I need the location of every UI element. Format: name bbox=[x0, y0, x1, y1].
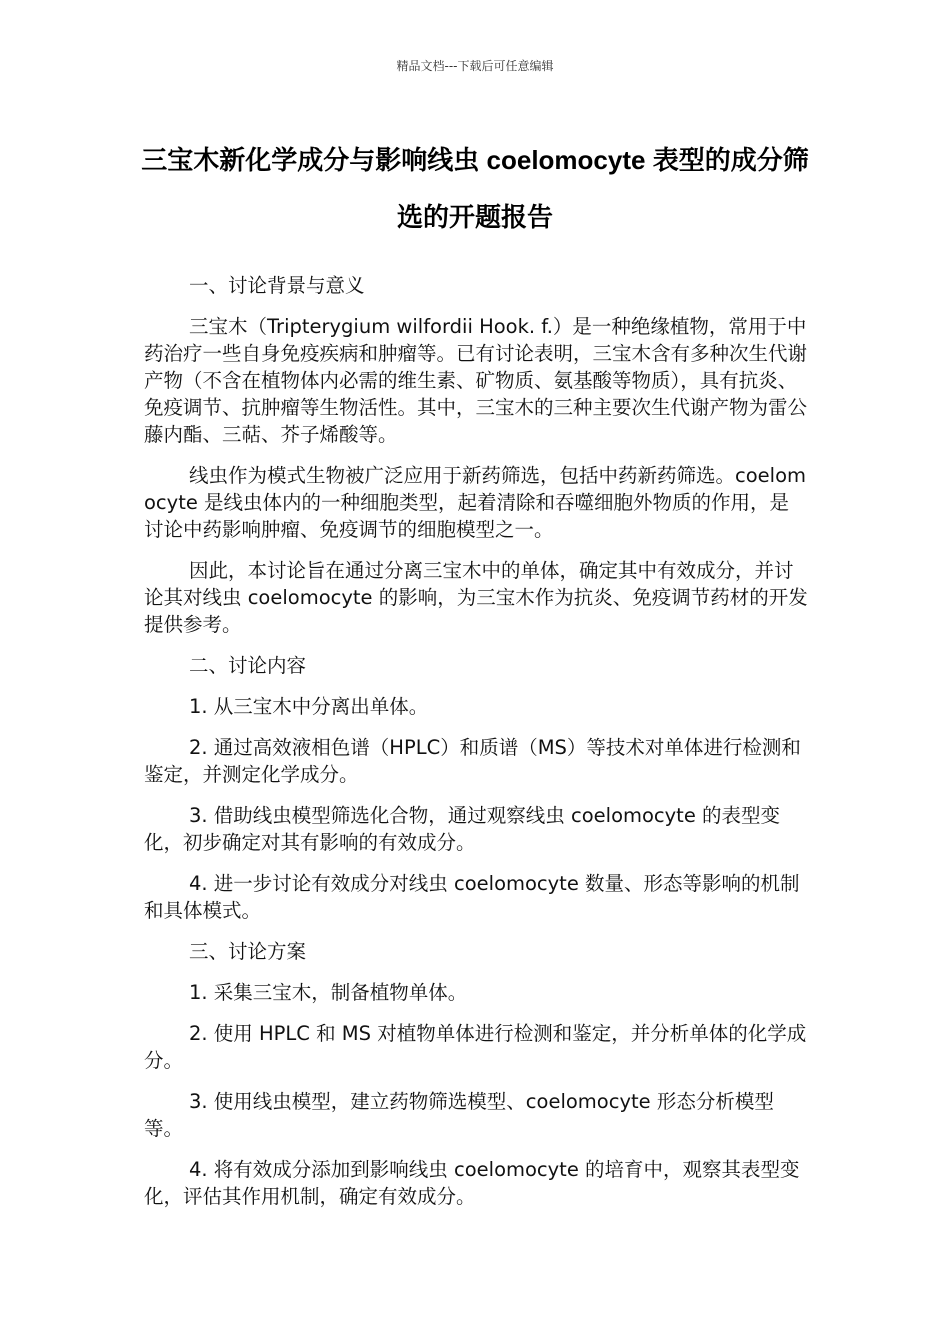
document-title: 三宝木新化学成分与影响线虫 coelomocyte 表型的成分筛选的开题报告 bbox=[141, 145, 809, 232]
list-item: 2. 使用 HPLC 和 MS 对植物单体进行检测和鉴定，并分析单体的化学成分。 bbox=[144, 1022, 807, 1072]
list-item: 4. 进一步讨论有效成分对线虫 coelomocyte 数量、形态等影响的机制和具体模式。 bbox=[144, 872, 800, 922]
list-item: 1. 采集三宝木，制备植物单体。 bbox=[189, 981, 468, 1004]
list-item: 3. 借助线虫模型筛选化合物，通过观察线虫 coelomocyte 的表型变化，初步确定对其有影响的有效成分。 bbox=[144, 804, 781, 854]
section-heading-plan: 三、讨论方案 bbox=[189, 940, 307, 963]
paragraph: 因此，本讨论旨在通过分离三宝木中的单体，确定其中有效成分，并讨论其对线虫 coelomocyte 的影响，为三宝木作为抗炎、免疫调节药材的开发提供参考。 bbox=[144, 559, 808, 636]
section-heading-content: 二、讨论内容 bbox=[189, 654, 307, 677]
header-note: 精品文档---下载后可任意编辑 bbox=[396, 59, 554, 73]
list-item: 1. 从三宝木中分离出单体。 bbox=[189, 695, 429, 718]
section-heading-background: 一、讨论背景与意义 bbox=[189, 274, 365, 297]
paragraph: 线虫作为模式生物被广泛应用于新药筛选，包括中药新药筛选。coelomocyte 是线虫体内的一种细胞类型，起着清除和吞噬细胞外物质的作用，是讨论中药影响肿瘤、免疫调节的细胞模型之一。 bbox=[144, 464, 806, 541]
list-item: 3. 使用线虫模型，建立药物筛选模型、coelomocyte 形态分析模型等。 bbox=[144, 1090, 774, 1140]
document-body bbox=[144, 272, 808, 1224]
list-item: 4. 将有效成分添加到影响线虫 coelomocyte 的培育中，观察其表型变化，评估其作用机制，确定有效成分。 bbox=[144, 1158, 800, 1208]
list-item: 2. 通过高效液相色谱（HPLC）和质谱（MS）等技术对单体进行检测和鉴定，并测定化学成分。 bbox=[144, 736, 801, 786]
paragraph: 三宝木（Tripterygium wilfordii Hook. f.）是一种绝缘植物，常用于中药治疗一些自身免疫疾病和肿瘤等。已有讨论表明，三宝木含有多种次生代谢产物（不含在植物体内必需的维生素、矿物质、氨基酸等物质），具有抗炎、免疫调节、抗肿瘤等生物活性。其中，三宝木的三种主要次生代谢产物为雷公藤内酯、三萜、芥子烯酸等。 bbox=[144, 315, 808, 446]
